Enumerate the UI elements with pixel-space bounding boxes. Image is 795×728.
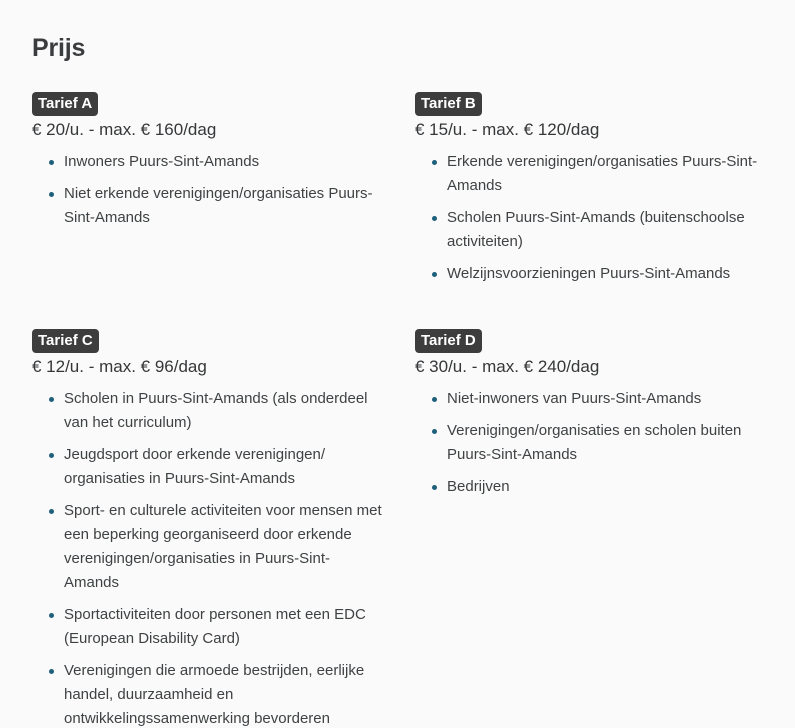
tariff-c-section	[32, 329, 384, 728]
list-item: Verenigingen die armoede bestrijden, eerlijke handel, duurzaamheid en ontwikkelingssamenwerking bevorderen	[64, 659, 384, 728]
tariff-c-price: € 12/u. - max. € 96/dag	[32, 357, 207, 376]
tariff-c-list	[32, 387, 384, 728]
list-item: Scholen in Puurs-Sint-Amands (als onderdeel van het curriculum)	[64, 387, 384, 435]
tariff-d-list	[415, 387, 760, 499]
tariff-b-price: € 15/u. - max. € 120/dag	[415, 120, 600, 139]
list-item: Niet-inwoners van Puurs-Sint-Amands	[447, 387, 760, 411]
list-item: Welzijnsvoorzieningen Puurs-Sint-Amands	[447, 262, 760, 286]
tariff-a-badge: Tarief A	[32, 92, 98, 116]
list-item: Jeugdsport door erkende verenigingen/ organisaties in Puurs-Sint-Amands	[64, 443, 384, 491]
list-item: Verenigingen/organisaties en scholen buiten Puurs-Sint-Amands	[447, 419, 760, 467]
tariff-b-list	[415, 150, 760, 286]
list-item: Bedrijven	[447, 475, 760, 499]
tariff-b-badge: Tarief B	[415, 92, 482, 116]
tariff-d-badge: Tarief D	[415, 329, 482, 353]
tariff-c-badge: Tarief C	[32, 329, 99, 353]
page-title: Prijs	[32, 34, 86, 62]
list-item: Inwoners Puurs-Sint-Amands	[64, 150, 382, 174]
tariff-d-price: € 30/u. - max. € 240/dag	[415, 357, 600, 376]
list-item: Erkende verenigingen/organisaties Puurs-Sint-Amands	[447, 150, 760, 198]
tariff-a-price: € 20/u. - max. € 160/dag	[32, 120, 217, 139]
list-item: Scholen Puurs-Sint-Amands (buitenschoolse activiteiten)	[447, 206, 760, 254]
tariff-a-list	[32, 150, 382, 230]
list-item: Sport- en culturele activiteiten voor mensen met een beperking georganiseerd door erkende verenigingen/organisaties in Puurs-Sint-Amands	[64, 499, 384, 595]
list-item: Niet erkende verenigingen/organisaties Puurs-Sint-Amands	[64, 182, 382, 230]
tariff-a-section	[32, 92, 382, 238]
tariff-b-section	[415, 92, 760, 294]
tariff-d-section	[415, 329, 760, 507]
list-item: Sportactiviteiten door personen met een EDC (European Disability Card)	[64, 603, 384, 651]
